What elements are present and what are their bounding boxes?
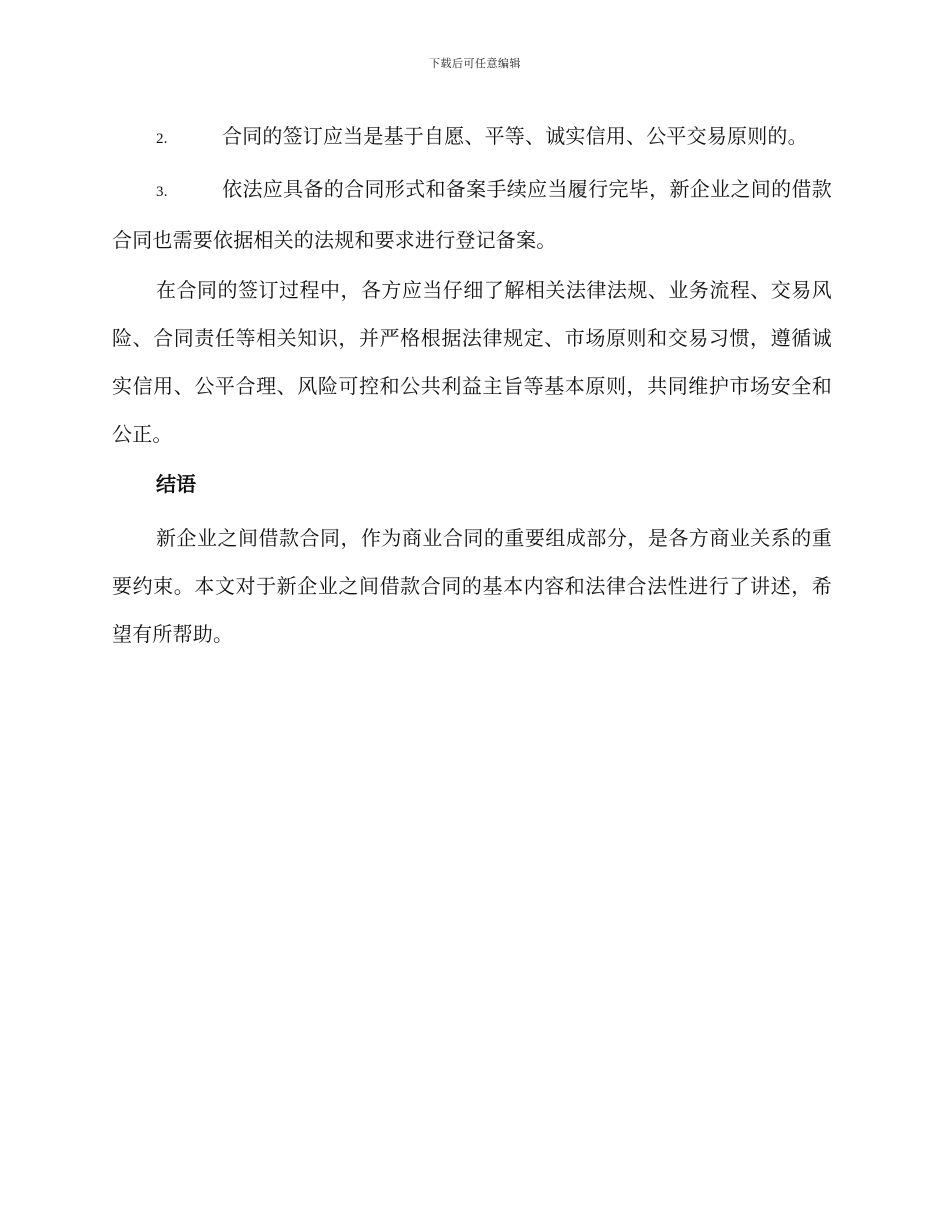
conclusion-paragraph: 新企业之间借款合同，作为商业合同的重要组成部分，是各方商业关系的重要约束。本文对于新企业之间借款合同的基本内容和法律合法性进行了讲述，希望有所帮助。 [112,526,832,646]
section-heading: 结语 [156,472,196,496]
list-item-2 [112,112,832,163]
list-item-number: 2. [156,131,168,147]
body-paragraph: 在合同的签订过程中，各方应当仔细了解相关法律法规、业务流程、交易风险、合同责任等相关知识，并严格根据法律规定、市场原则和交易习惯，遵循诚实信用、公平合理、风险可控和公共利益主旨等基本原则，共同维护市场安全和公正。 [112,278,832,446]
list-item-text: 合同的签订应当是基于自愿、平等、诚实信用、公平交易原则的。 [222,124,808,148]
list-item-3 [112,165,832,264]
document-body [112,112,832,658]
page-header-note: 下载后可任意编辑 [429,57,521,70]
list-item-number: 3. [156,184,168,200]
list-item-text: 依法应具备的合同形式和备案手续应当履行完毕，新企业之间的借款合同也需要依据相关的法规和要求进行登记备案。 [112,177,832,252]
